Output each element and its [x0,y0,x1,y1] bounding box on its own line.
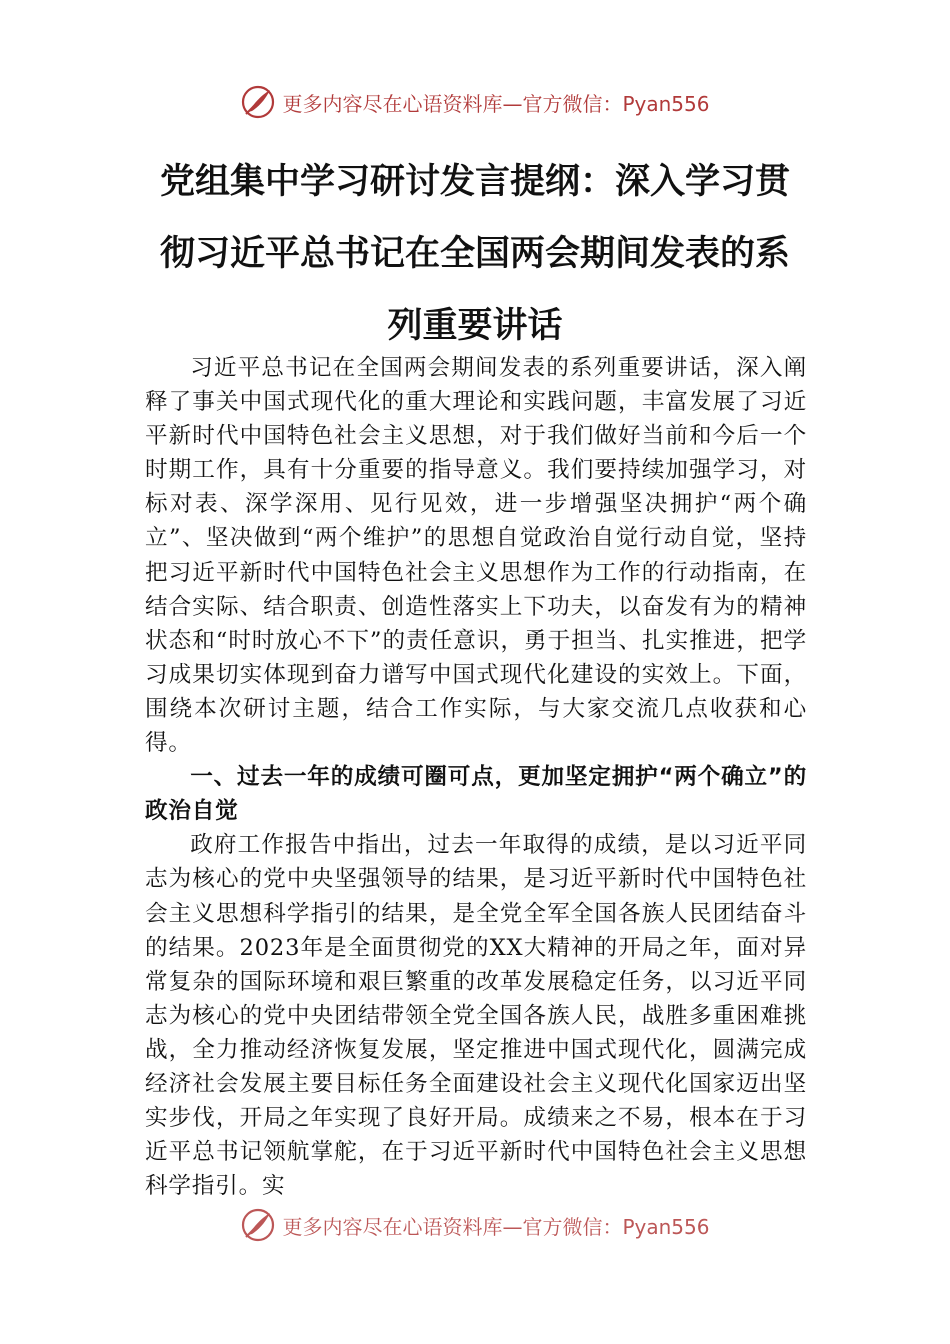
feather-logo-icon [240,1207,276,1243]
watermark-header [0,82,950,122]
intro-paragraph: 习近平总书记在全国两会期间发表的系列重要讲话，深入阐释了事关中国式现代化的重大理论和实践问题，丰富发展了习近平新时代中国特色社会主义思想，对于我们做好当前和今后一个时期工作，具有十分重要的指导意义。我们要持续加强学习，对标对表、深学深用、见行见效，进一步增强坚决拥护“两个确立”、坚决做到“两个维护”的思想自觉政治自觉行动自觉，坚持把习近平新时代中国特色社会主义思想作为工作的行动指南，在结合实际、结合职责、创造性落实上下功夫，以奋发有为的精神状态和“时时放心不下”的责任意识，勇于担当、扎实推进，把学习成果切实体现到奋力谱写中国式现代化建设的实效上。下面，围绕本次研讨主题，结合工作实际，与大家交流几点收获和心得。 [145,355,807,757]
watermark-footer [0,1205,950,1245]
document-body [145,351,807,1203]
section-1-paragraph: 政府工作报告中指出，过去一年取得的成绩，是以习近平同志为核心的党中央坚强领导的结果，是习近平新时代中国特色社会主义思想科学指引的结果，是全党全军全国各族人民团结奋斗的结果。2023年是全面贯彻党的XX大精神的开局之年，面对异常复杂的国际环境和艰巨繁重的改革发展稳定任务，以习近平同志为核心的党中央团结带领全党全国各族人民，战胜多重困难挑战，全力推动经济恢复发展，坚定推进中国式现代化，圆满完成经济社会发展主要目标任务全面建设社会主义现代化国家迈出坚实步伐，开局之年实现了良好开局。成绩来之不易，根本在于习近平总书记领航掌舵，在于习近平新时代中国特色社会主义思想科学指引。实 [145,832,807,1200]
feather-logo-icon [240,84,276,120]
section-heading-1: 一、过去一年的成绩可圈可点，更加坚定拥护“两个确立”的政治自觉 [145,764,807,825]
watermark-text: 更多内容尽在心语资料库—官方微信：Pyan556 [282,91,710,116]
watermark-text: 更多内容尽在心语资料库—官方微信：Pyan556 [282,1214,710,1239]
document-title: 党组集中学习研讨发言提纲：深入学习贯彻习近平总书记在全国两会期间发表的系列重要讲话 [159,162,790,346]
